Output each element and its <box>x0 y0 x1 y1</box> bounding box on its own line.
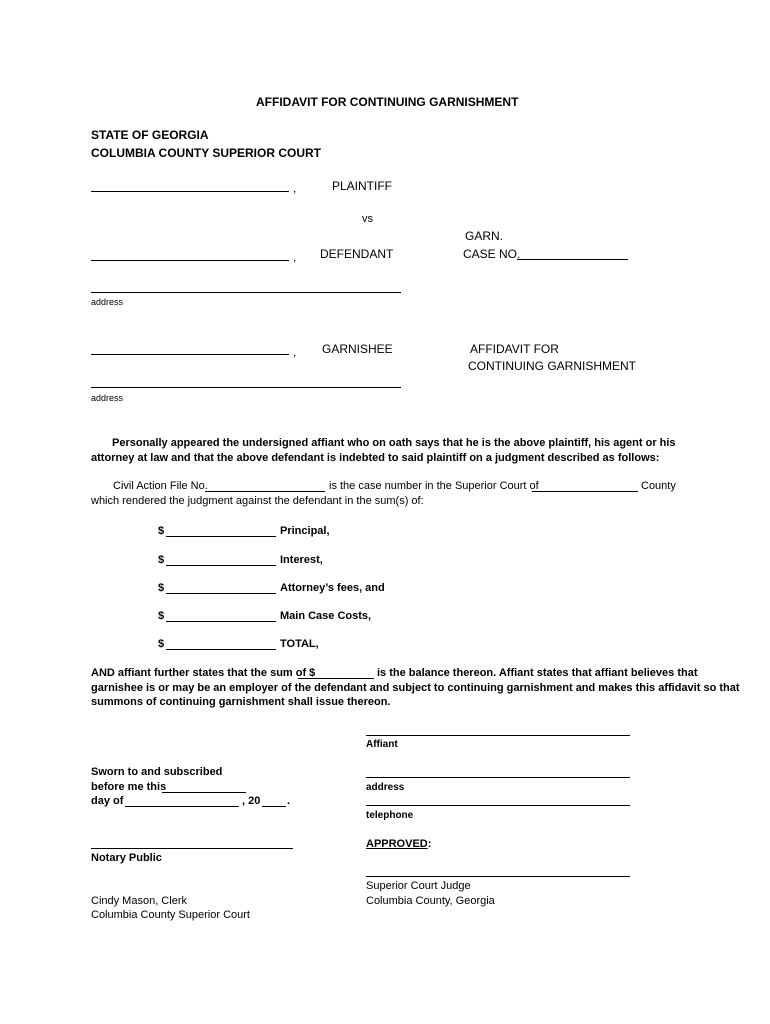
attorney-fees-dollar: $ <box>158 582 165 594</box>
plaintiff-comma: , <box>293 181 297 195</box>
defendant-address-line[interactable] <box>91 292 401 293</box>
plaintiff-label: PLAINTIFF <box>332 179 393 193</box>
main-case-costs-amount-line[interactable] <box>166 621 276 622</box>
signature-address-label: address <box>366 782 405 793</box>
notary-label: Notary Public <box>91 852 162 864</box>
civil-action-line2: which rendered the judgment against the defendant in the sum(s) of: <box>91 495 424 507</box>
state-heading: STATE OF GEORGIA <box>91 128 209 142</box>
sworn-day-line[interactable] <box>162 792 246 793</box>
telephone-line[interactable] <box>366 805 630 806</box>
notary-signature-line[interactable] <box>91 848 293 849</box>
interest-amount-line[interactable] <box>166 565 276 566</box>
balance-line3: summons of continuing garnishment shall issue thereon. <box>91 696 391 708</box>
sworn-year-prefix: , 20 <box>242 795 261 807</box>
attorney-fees-label: Attorney’s fees, and <box>280 582 385 594</box>
sworn-year-line[interactable] <box>262 806 286 807</box>
sworn-line1: Sworn to and subscribed <box>91 766 223 778</box>
affidavit-for-line2: CONTINUING GARNISHMENT <box>468 359 636 373</box>
total-label: TOTAL, <box>280 638 319 650</box>
affiant-label: Affiant <box>366 739 398 750</box>
balance-amount-line[interactable] <box>298 678 374 679</box>
principal-label: Principal, <box>280 525 330 537</box>
judge-line2: Columbia County, Georgia <box>366 895 495 907</box>
civil-action-middle: is the case number in the Superior Court of <box>329 480 539 492</box>
balance-prefix: AND affiant further states that the sum of $ <box>91 667 316 679</box>
garnishee-name-line[interactable] <box>91 354 289 355</box>
signature-address-line[interactable] <box>366 777 630 778</box>
total-amount-line[interactable] <box>166 649 276 650</box>
plaintiff-name-line[interactable] <box>91 191 289 192</box>
main-case-costs-dollar: $ <box>158 610 165 622</box>
intro-paragraph: Personally appeared the undersigned affiant who on oath says that he is the above plaintiff, his agent or his attorney at law and that the above defendant is indebted to said plaintiff on a judgment described as follows: <box>91 437 676 464</box>
defendant-comma: , <box>293 250 297 264</box>
balance-suffix: is the balance thereon. Affiant states that affiant believes that <box>377 667 698 679</box>
affidavit-for-line1: AFFIDAVIT FOR <box>470 342 559 356</box>
garnishee-label: GARNISHEE <box>322 342 393 356</box>
attorney-fees-amount-line[interactable] <box>166 593 276 594</box>
garnishee-address-label: address <box>91 393 124 403</box>
case-no-label: CASE NO. <box>463 247 521 261</box>
county-name-line[interactable] <box>532 491 638 492</box>
civil-action-number-line[interactable] <box>205 491 325 492</box>
approved-colon: : <box>427 838 432 850</box>
document-title: AFFIDAVIT FOR CONTINUING GARNISHMENT <box>256 95 519 109</box>
sworn-month-line[interactable] <box>125 806 239 807</box>
principal-amount-line[interactable] <box>166 536 276 537</box>
defendant-address-label: address <box>91 297 124 307</box>
interest-dollar: $ <box>158 554 165 566</box>
main-case-costs-label: Main Case Costs, <box>280 610 372 622</box>
civil-action-county: County <box>641 480 676 492</box>
interest-label: Interest, <box>280 554 323 566</box>
sworn-day-of: day of <box>91 795 124 807</box>
garnishee-address-line[interactable] <box>91 387 401 388</box>
telephone-label: telephone <box>366 810 414 821</box>
garn-label: GARN. <box>465 229 504 243</box>
sworn-period: . <box>287 795 291 807</box>
sworn-line2: before me this <box>91 781 167 793</box>
clerk-line2: Columbia County Superior Court <box>91 909 250 921</box>
affiant-signature-line[interactable] <box>366 735 630 736</box>
case-no-line[interactable] <box>517 259 628 260</box>
balance-line2: garnishee is or may be an employer of the defendant and subject to continuing garnishment and makes this affidavit so that <box>91 682 740 694</box>
judge-line1: Superior Court Judge <box>366 880 471 892</box>
approved-label: APPROVED <box>366 838 428 850</box>
court-heading: COLUMBIA COUNTY SUPERIOR COURT <box>91 146 322 160</box>
defendant-label: DEFENDANT <box>320 247 394 261</box>
total-dollar: $ <box>158 638 165 650</box>
civil-action-prefix: Civil Action File No. <box>113 480 208 492</box>
principal-dollar: $ <box>158 525 165 537</box>
garnishee-comma: , <box>293 345 297 359</box>
approved-heading <box>366 838 431 850</box>
defendant-name-line[interactable] <box>91 260 289 261</box>
vs-label: vs <box>362 213 373 225</box>
judge-signature-line[interactable] <box>366 876 630 877</box>
clerk-line1: Cindy Mason, Clerk <box>91 895 187 907</box>
